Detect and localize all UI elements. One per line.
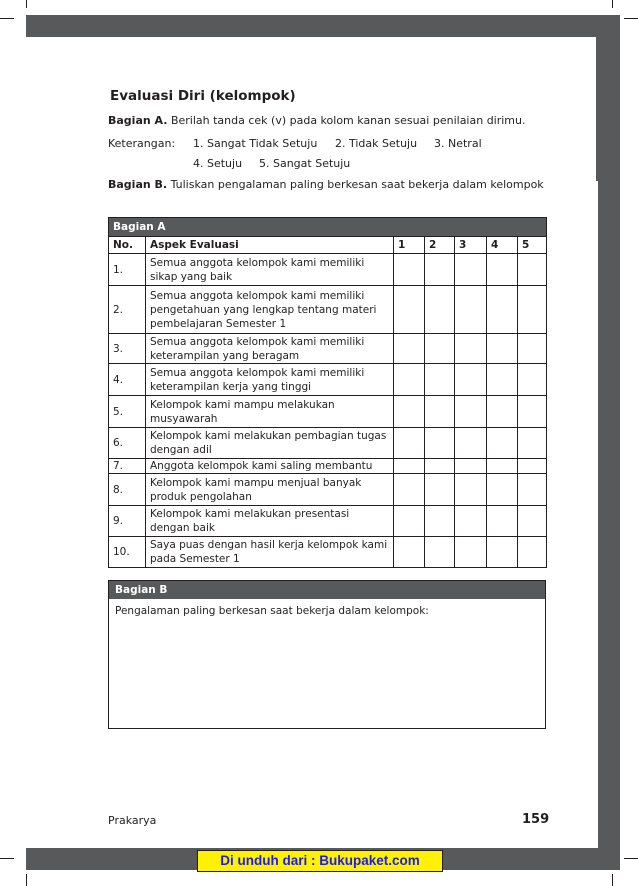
score-cell-2[interactable]	[425, 396, 455, 428]
keterangan-label: Keterangan:	[108, 137, 176, 150]
score-cell-2[interactable]	[425, 364, 455, 396]
score-cell-3[interactable]	[455, 428, 487, 459]
score-cell-5[interactable]	[518, 254, 547, 286]
page-title: Evaluasi Diri (kelompok)	[110, 88, 296, 104]
crop-mark-br-v	[612, 874, 613, 886]
score-cell-5[interactable]	[518, 364, 547, 396]
row-aspect: Semua anggota kelompok kami memiliki keterampilan kerja yang tinggi	[146, 364, 394, 396]
score-cell-4[interactable]	[487, 506, 518, 537]
score-cell-3[interactable]	[455, 459, 487, 474]
score-cell-1[interactable]	[394, 396, 425, 428]
score-cell-5[interactable]	[518, 334, 547, 364]
score-cell-5[interactable]	[518, 506, 547, 537]
table-row	[109, 428, 547, 459]
table-row	[109, 364, 547, 396]
table-row	[109, 474, 547, 506]
row-aspect: Kelompok kami mampu menjual banyak produk pengolahan	[146, 474, 394, 506]
instruction-b-text: Tuliskan pengalaman paling berkesan saat bekerja dalam kelompok	[170, 178, 544, 191]
score-cell-5[interactable]	[518, 396, 547, 428]
score-cell-1[interactable]	[394, 474, 425, 506]
scale-option-5: 5. Sangat Setuju	[259, 157, 351, 170]
score-cell-3[interactable]	[455, 506, 487, 537]
score-cell-2[interactable]	[425, 506, 455, 537]
table-row	[109, 254, 547, 286]
score-cell-2[interactable]	[425, 537, 455, 568]
table-row	[109, 459, 547, 474]
row-number: 5.	[109, 396, 146, 428]
score-cell-4[interactable]	[487, 334, 518, 364]
row-number: 4.	[109, 364, 146, 396]
instruction-a-label: Bagian A.	[108, 114, 168, 127]
header-aspect: Aspek Evaluasi	[146, 237, 394, 254]
footer-subject: Prakarya	[108, 814, 157, 827]
scale-option-1: 1. Sangat Tidak Setuju	[193, 137, 318, 150]
score-cell-4[interactable]	[487, 254, 518, 286]
page-number: 159	[522, 812, 550, 827]
score-cell-4[interactable]	[487, 364, 518, 396]
header-score-4: 4	[487, 237, 518, 254]
score-cell-4[interactable]	[487, 428, 518, 459]
download-banner: Di unduh dari : Bukupaket.com	[197, 850, 443, 872]
score-cell-2[interactable]	[425, 254, 455, 286]
score-cell-2[interactable]	[425, 334, 455, 364]
table-row	[109, 334, 547, 364]
score-cell-4[interactable]	[487, 474, 518, 506]
row-number: 10.	[109, 537, 146, 568]
instruction-b-label: Bagian B.	[108, 178, 168, 191]
scale-option-3: 3. Netral	[434, 137, 482, 150]
table-row	[109, 396, 547, 428]
section-b-prompt: Pengalaman paling berkesan saat bekerja dalam kelompok:	[115, 605, 429, 617]
row-aspect: Anggota kelompok kami saling membantu	[146, 459, 394, 474]
score-cell-3[interactable]	[455, 334, 487, 364]
scale-option-4: 4. Setuju	[193, 157, 243, 170]
right-decor-bar-lower	[598, 181, 620, 849]
crop-mark-tl-h	[0, 18, 14, 19]
score-cell-1[interactable]	[394, 428, 425, 459]
row-number: 9.	[109, 506, 146, 537]
table-header-row	[109, 237, 547, 254]
row-aspect: Kelompok kami melakukan presentasi dengan baik	[146, 506, 394, 537]
table-row	[109, 537, 547, 568]
score-cell-4[interactable]	[487, 459, 518, 474]
score-cell-2[interactable]	[425, 459, 455, 474]
row-aspect: Saya puas dengan hasil kerja kelompok kami pada Semester 1	[146, 537, 394, 568]
row-aspect: Kelompok kami melakukan pembagian tugas dengan adil	[146, 428, 394, 459]
score-cell-4[interactable]	[487, 537, 518, 568]
header-score-3: 3	[455, 237, 487, 254]
section-b-box	[108, 580, 546, 729]
score-cell-3[interactable]	[455, 537, 487, 568]
header-no: No.	[109, 237, 146, 254]
table-row	[109, 506, 547, 537]
score-cell-4[interactable]	[487, 396, 518, 428]
instruction-a-text: Berilah tanda cek (v) pada kolom kanan sesuai penilaian dirimu.	[170, 114, 526, 127]
row-number: 3.	[109, 334, 146, 364]
top-decor-bar	[26, 15, 620, 37]
score-cell-3[interactable]	[455, 364, 487, 396]
section-b-heading: Bagian B	[109, 581, 545, 599]
row-aspect: Kelompok kami mampu melakukan musyawarah	[146, 396, 394, 428]
score-cell-1[interactable]	[394, 286, 425, 334]
header-score-1: 1	[394, 237, 425, 254]
row-aspect: Semua anggota kelompok kami memiliki keterampilan yang beragam	[146, 334, 394, 364]
row-number: 6.	[109, 428, 146, 459]
section-a-label: Bagian A	[109, 218, 547, 237]
crop-mark-tl-v	[26, 0, 27, 8]
crop-mark-tr-h	[624, 18, 638, 19]
table-row	[109, 286, 547, 334]
score-cell-1[interactable]	[394, 459, 425, 474]
score-cell-5[interactable]	[518, 459, 547, 474]
right-decor-bar	[596, 37, 620, 181]
score-cell-1[interactable]	[394, 254, 425, 286]
score-cell-1[interactable]	[394, 537, 425, 568]
row-number: 7.	[109, 459, 146, 474]
instruction-a	[108, 114, 526, 127]
scale-option-2: 2. Tidak Setuju	[335, 137, 418, 150]
score-cell-5[interactable]	[518, 474, 547, 506]
row-number: 1.	[109, 254, 146, 286]
score-cell-3[interactable]	[455, 286, 487, 334]
score-cell-2[interactable]	[425, 286, 455, 334]
header-score-2: 2	[425, 237, 455, 254]
row-number: 8.	[109, 474, 146, 506]
row-aspect: Semua anggota kelompok kami memiliki pengetahuan yang lengkap tentang materi pembelajaran Semester 1	[146, 286, 394, 334]
header-score-5: 5	[518, 237, 547, 254]
score-cell-5[interactable]	[518, 428, 547, 459]
crop-mark-bl-h	[0, 858, 14, 859]
score-cell-5[interactable]	[518, 537, 547, 568]
score-cell-1[interactable]	[394, 334, 425, 364]
score-cell-1[interactable]	[394, 506, 425, 537]
instruction-b	[108, 178, 544, 191]
crop-mark-br-h	[624, 858, 638, 859]
crop-mark-bl-v	[26, 874, 27, 886]
score-cell-3[interactable]	[455, 396, 487, 428]
table-section-header	[109, 218, 547, 237]
table-body	[109, 254, 547, 568]
evaluation-table	[108, 217, 547, 568]
score-cell-1[interactable]	[394, 364, 425, 396]
row-number: 2.	[109, 286, 146, 334]
row-aspect: Semua anggota kelompok kami memiliki sikap yang baik	[146, 254, 394, 286]
score-cell-5[interactable]	[518, 286, 547, 334]
score-cell-2[interactable]	[425, 428, 455, 459]
score-cell-4[interactable]	[487, 286, 518, 334]
score-cell-2[interactable]	[425, 474, 455, 506]
score-cell-3[interactable]	[455, 254, 487, 286]
score-cell-3[interactable]	[455, 474, 487, 506]
crop-mark-tr-v	[612, 0, 613, 8]
